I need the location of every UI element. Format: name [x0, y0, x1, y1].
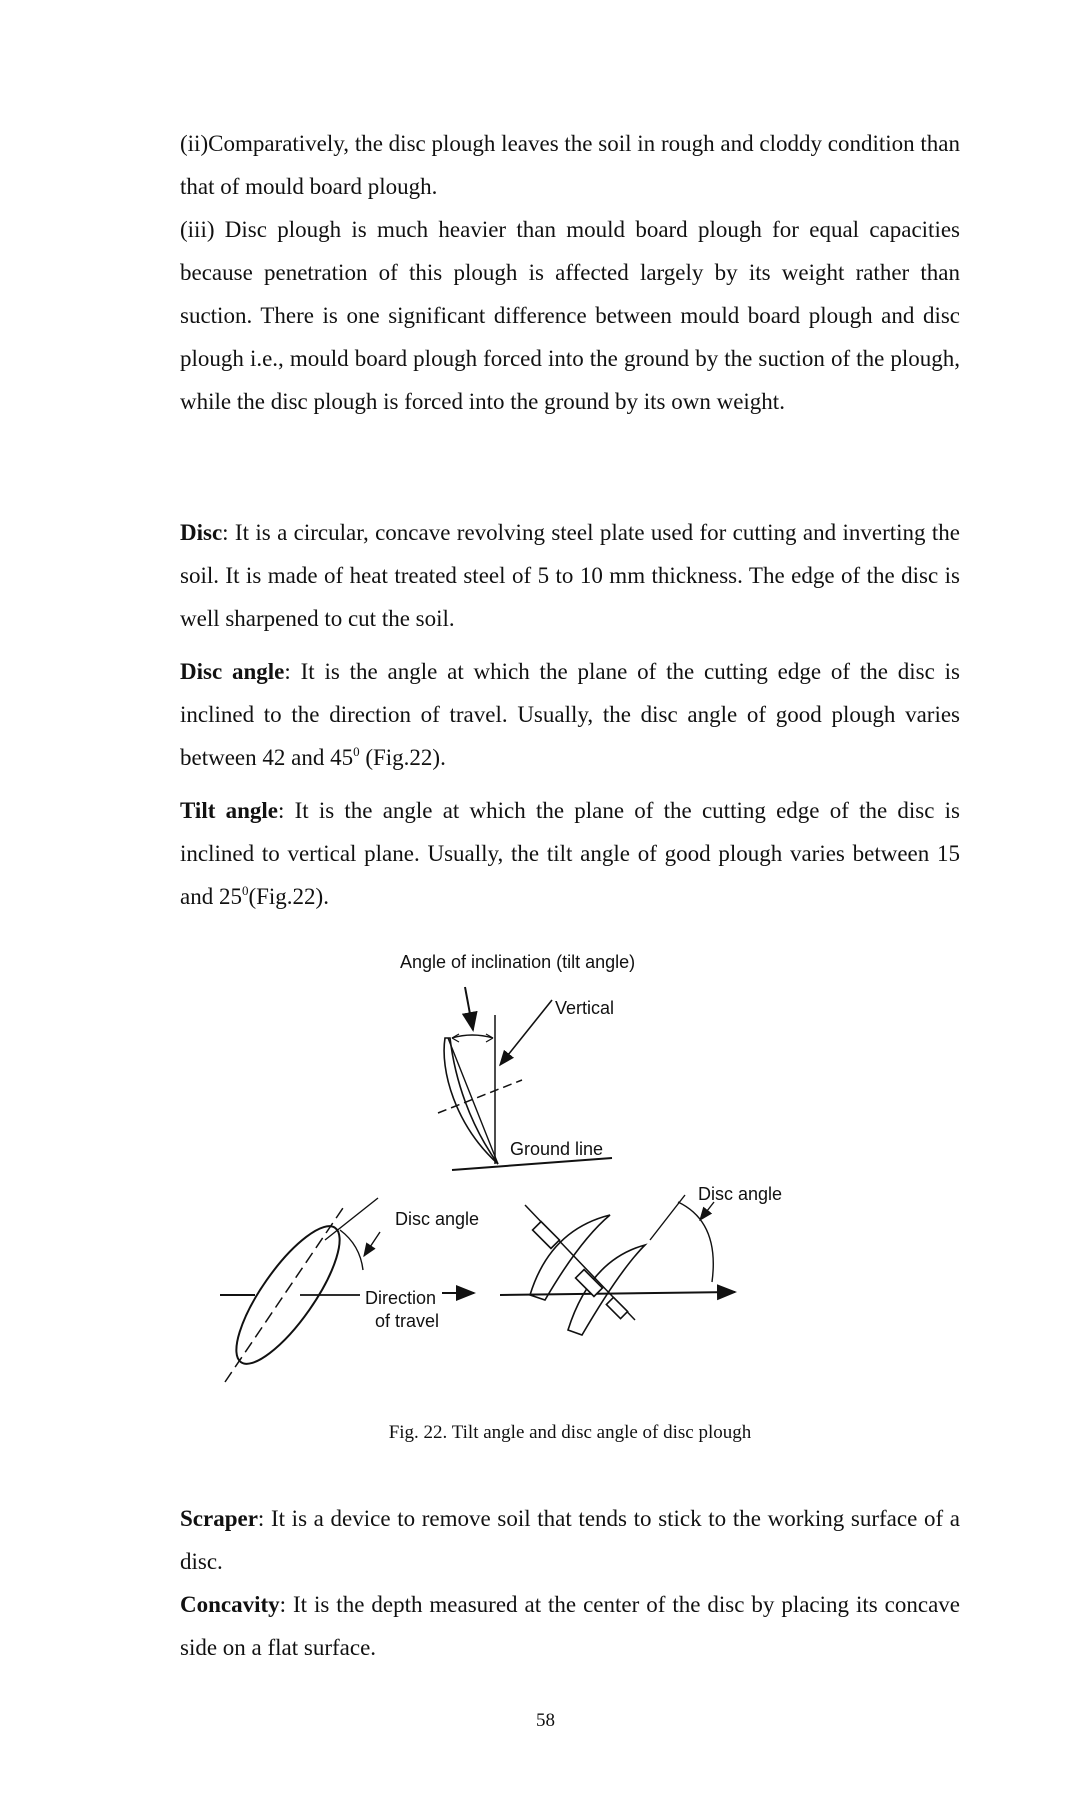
tilt-arc-tick-right	[486, 1034, 493, 1042]
label-tilt-angle: Angle of inclination (tilt angle)	[400, 952, 636, 972]
definition-disc-angle-text: : It is the angle at which the plane of the cutting edge of the disc is inclined to the direction of travel. Usually, the disc angle of good plough varies between 42 and 45	[180, 659, 960, 770]
tilt-arrow	[465, 987, 473, 1030]
definition-tilt-angle	[180, 789, 960, 918]
definition-disc	[180, 511, 960, 640]
definitions-top	[180, 511, 960, 918]
label-ground-line: Ground line	[510, 1139, 604, 1159]
degree-superscript: 0	[353, 744, 360, 759]
term-disc: Disc	[180, 520, 223, 545]
disc-axis-dashed	[438, 1080, 522, 1113]
tilt-angle-diagram	[400, 952, 635, 1170]
term-scraper: Scraper	[180, 1506, 258, 1531]
definition-concavity	[180, 1583, 960, 1669]
figure-caption: Fig. 22. Tilt angle and disc angle of disc plough	[388, 1422, 752, 1443]
disc-angle-ref-line	[325, 1198, 378, 1240]
paragraph-iii: (iii) Disc plough is much heavier than mould board plough for equal capacities because penetration of this plough is affected largely by its weight rather than suction. There is one significant difference between mould board plough and disc plough i.e., mould board plough forced into the ground by the suction of the plough, while the disc plough is forced into the ground by its own weight.	[180, 217, 960, 414]
paragraph-ii: (ii)Comparatively, the disc plough leaves the soil in rough and cloddy condition than that of mould board plough.	[180, 131, 960, 199]
definition-tilt-angle-text: : It is the angle at which the plane of the cutting edge of the disc is inclined to vertical plane. Usually, the tilt angle of good plough varies between 15 and 25	[180, 798, 960, 909]
definition-scraper	[180, 1497, 960, 1583]
term-concavity: Concavity	[180, 1592, 280, 1617]
disc-plane-line	[448, 1038, 498, 1164]
hub-1	[533, 1222, 560, 1249]
definition-tilt-angle-tail: (Fig.22).	[248, 884, 329, 909]
term-tilt-angle: Tilt angle	[180, 798, 278, 823]
label-vertical: Vertical	[555, 998, 615, 1018]
disc-gang-view-right	[500, 1184, 782, 1335]
disc-angle-arc-right	[678, 1202, 713, 1282]
tilt-angle-arc	[452, 1035, 493, 1038]
intro-paragraphs	[180, 122, 960, 423]
disc-plan-view-left	[220, 1198, 479, 1382]
ground-line	[452, 1158, 612, 1170]
disc-axis-left	[225, 1205, 345, 1382]
label-disc-angle-right: Disc angle	[698, 1184, 783, 1204]
label-direction: Direction	[365, 1288, 437, 1308]
disc-angle-pointer-right	[700, 1202, 714, 1220]
disc-angle-pointer-left	[364, 1232, 380, 1256]
definition-concavity-text: : It is the depth measured at the center of the disc by placing its concave side on a flat surface.	[180, 1592, 960, 1660]
label-disc-angle-left: Disc angle	[395, 1209, 480, 1229]
definitions-bottom	[180, 1497, 960, 1669]
disc-angle-ref-right	[650, 1195, 685, 1240]
definition-disc-angle	[180, 650, 960, 779]
definition-disc-angle-tail: (Fig.22).	[359, 745, 446, 770]
page-number: 58	[536, 1710, 555, 1731]
definition-disc-text: : It is a circular, concave revolving steel plate used for cutting and inverting the soil. It is made of heat treated steel of 5 to 10 mm thickness. The edge of the disc is well sharpened to cut the soil.	[180, 520, 960, 631]
label-of-travel: of travel	[375, 1311, 440, 1331]
definition-scraper-text: : It is a device to remove soil that tends to stick to the working surface of a disc.	[180, 1506, 960, 1574]
disc-plough-figure	[200, 940, 900, 1390]
term-disc-angle: Disc angle	[180, 659, 285, 684]
degree-superscript: 0	[241, 883, 249, 898]
disc-angle-arc-left	[340, 1230, 363, 1270]
vertical-arrow	[500, 1000, 552, 1065]
direction-line-right	[500, 1292, 735, 1295]
hub-3	[606, 1297, 627, 1318]
tilt-arc-tick-left	[452, 1034, 459, 1042]
